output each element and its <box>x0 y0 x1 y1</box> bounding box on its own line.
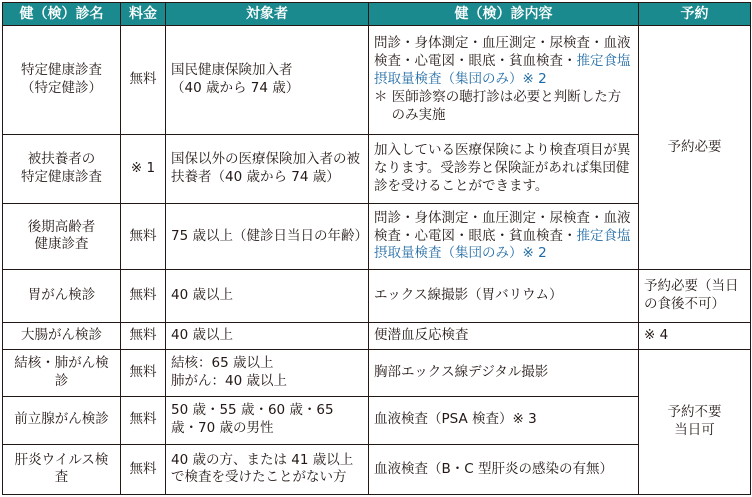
checkup-name-line: 特定健康診査 <box>21 168 102 185</box>
reservation-cell: 予約必要（当日の食後不可） <box>639 270 751 322</box>
header-target: 対象者 <box>166 3 369 26</box>
header-content: 健（検）診内容 <box>369 3 639 26</box>
header-checkup-name: 健（検）診名 <box>3 3 121 26</box>
header-reservation: 予約 <box>639 3 751 26</box>
content-cell <box>369 203 639 270</box>
content-cell: 血液検査（PSA 検査）※ 3 <box>369 396 639 444</box>
target-cell: 75 歳以上（健診日当日の年齢） <box>166 203 369 270</box>
target-cell: 40 歳の方、または 41 歳以上で検査を受けたことがない方 <box>166 444 369 494</box>
checkup-name-line: 後期高齢者 <box>27 218 96 235</box>
table-row <box>3 322 751 349</box>
content-text: 問診・身体測定・血圧測定・尿検査・血液検査・心電図・眼底・貧血検査・ <box>374 209 631 244</box>
checkup-name <box>3 134 121 203</box>
checkup-name-line: 特定健康診査 <box>21 62 102 78</box>
checkup-name: 大腸がん検診 <box>3 322 121 349</box>
content-cell: 胸部エックス線デジタル撮影 <box>369 349 639 396</box>
table-row <box>3 270 751 322</box>
fee-cell: ※ 1 <box>121 134 166 203</box>
checkup-name: 胃がん検診 <box>3 270 121 322</box>
content-cell: 血液検査（B・C 型肝炎の感染の有無） <box>369 444 639 494</box>
salt-test-text: 推定食塩摂取量検査（集団のみ）※ 2 <box>374 227 631 262</box>
checkup-name <box>3 203 121 270</box>
target-cell: 国保以外の医療保険加入者の被扶養者（40 歳から 74 歳） <box>166 134 369 203</box>
fee-cell: 無料 <box>121 396 166 444</box>
reservation-line: 予約不要 <box>667 404 722 421</box>
checkup-table <box>2 2 751 495</box>
target-line: 結核：65 歳以上 <box>171 354 274 371</box>
checkup-name: 前立腺がん検診 <box>3 396 121 444</box>
reservation-cell: 予約必要 <box>639 26 751 270</box>
checkup-name: 結核・肺がん検診 <box>3 349 121 396</box>
table-row <box>3 203 751 270</box>
content-cell: 加入している医療保険により検査項目が異なります。受診券と保険証があれば集団健診を受けることができます。 <box>369 134 639 203</box>
table-row <box>3 396 751 444</box>
content-text: 問診・身体測定・血圧測定・尿検査・血液検査・心電図・眼底・貧血検査・ <box>374 35 631 70</box>
reservation-line: 当日可 <box>674 421 715 438</box>
table-row <box>3 26 751 135</box>
target-cell: 40 歳以上 <box>166 322 369 349</box>
header-fee: 料金 <box>121 3 166 26</box>
target-cell: 40 歳以上 <box>166 270 369 322</box>
reservation-cell: ※ 4 <box>639 322 751 349</box>
target-cell <box>166 349 369 396</box>
fee-cell: 無料 <box>121 270 166 322</box>
fee-cell: 無料 <box>121 349 166 396</box>
checkup-name: 肝炎ウイルス検査 <box>3 444 121 494</box>
content-cell: 便潜血反応検査 <box>369 322 639 349</box>
table-row <box>3 349 751 396</box>
target-line: 国民健康保険加入者 <box>171 62 293 78</box>
salt-test-text: 推定食塩摂取量検査（集団のみ）※ 2 <box>374 53 631 87</box>
table-header-row <box>3 3 751 26</box>
target-cell <box>166 26 369 135</box>
checkup-name-line: （特定健診） <box>21 79 102 96</box>
content-cell <box>369 26 639 135</box>
fee-cell: 無料 <box>121 444 166 494</box>
content-note: ＊ 医師診察の聴打診は必要と判断した方のみ実施 <box>374 88 622 123</box>
target-line: 肺がん：40 歳以上 <box>171 372 287 389</box>
table-row <box>3 444 751 494</box>
reservation-cell <box>639 349 751 494</box>
checkup-name <box>3 26 121 135</box>
target-cell: 50 歳・55 歳・60 歳・65 歳・70 歳の男性 <box>166 396 369 444</box>
content-cell: エックス線撮影（胃バリウム） <box>369 270 639 322</box>
target-line: （40 歳から 74 歳） <box>171 79 300 96</box>
fee-cell: 無料 <box>121 203 166 270</box>
fee-cell: 無料 <box>121 322 166 349</box>
checkup-name-line: 被扶養者の <box>27 150 96 167</box>
fee-cell: 無料 <box>121 26 166 135</box>
table-row <box>3 134 751 203</box>
checkup-name-line: 健康診査 <box>34 236 89 253</box>
